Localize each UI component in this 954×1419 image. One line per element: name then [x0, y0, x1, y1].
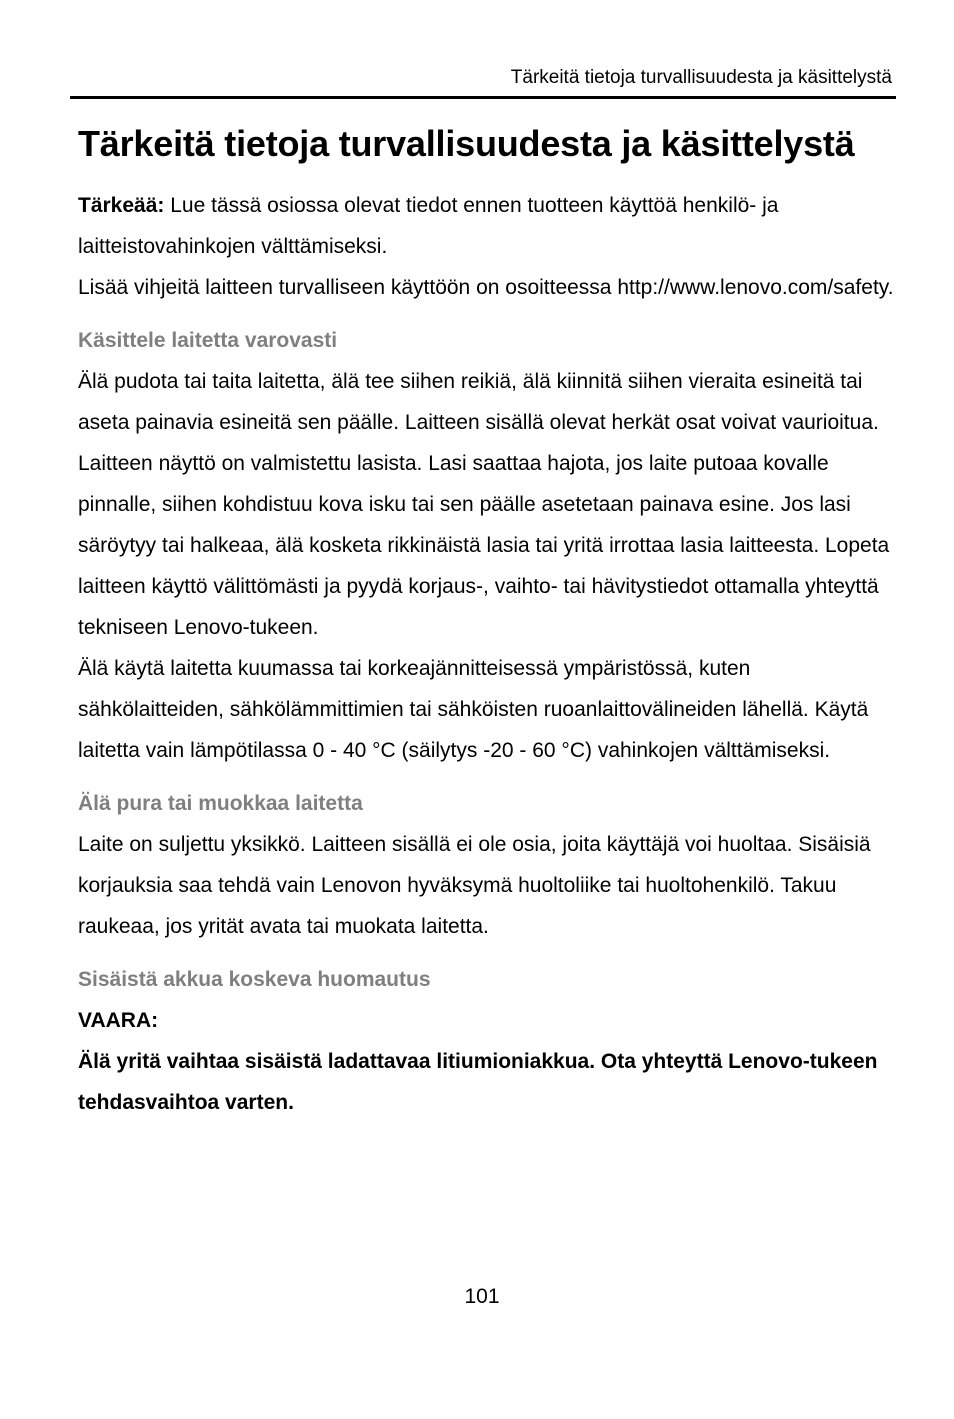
page-content	[78, 120, 896, 1123]
page-title: Tärkeitä tietoja turvallisuudesta ja käsittelystä	[78, 123, 855, 164]
page-number: 101	[464, 1285, 500, 1308]
section-heading-do-not-disassemble: Älä pura tai muokkaa laitetta	[78, 792, 363, 815]
warning-label: VAARA:	[78, 1009, 159, 1032]
important-label: Tärkeää:	[78, 194, 165, 217]
section-heading-handle-carefully: Käsittele laitetta varovasti	[78, 329, 338, 352]
important-text: Lue tässä osiossa olevat tiedot ennen tuotteen käyttöä henkilö- ja laitteistovahinkojen välttämiseksi.	[78, 194, 779, 258]
safety-tips-text: Lisää vihjeitä laitteen turvalliseen käyttöön on osoitteessa http://www.lenovo.com/safety.	[78, 276, 894, 299]
important-notice	[78, 185, 896, 267]
header-divider	[70, 96, 896, 99]
paragraph: Älä pudota tai taita laitetta, älä tee siihen reikiä, älä kiinnitä siihen vieraita esineitä tai aseta painavia esineitä sen päälle. Laitteen sisällä olevat herkät osat voivat vaurioitua.	[78, 370, 879, 434]
paragraph: Laite on suljettu yksikkö. Laitteen sisällä ei ole osia, joita käyttäjä voi huoltaa. Sisäisiä korjauksia saa tehdä vain Lenovon hyväksymä huoltoliike tai huoltohenkilö. Takuu raukeaa, jos yrität avata tai muokata laitetta.	[78, 833, 871, 938]
running-header: Tärkeitä tietoja turvallisuudesta ja käsittelystä	[510, 67, 892, 88]
section-heading-internal-battery: Sisäistä akkua koskeva huomautus	[78, 968, 431, 991]
warning-text: Älä yritä vaihtaa sisäistä ladattavaa litiumioniakkua. Ota yhteyttä Lenovo-tukeen tehdasvaihtoa varten.	[78, 1050, 878, 1114]
paragraph: Älä käytä laitetta kuumassa tai korkeajännitteisessä ympäristössä, kuten sähkölaitteiden, sähkölämmittimien tai sähköisten ruoanlaittovälineiden lähellä. Käytä laitetta vain lämpötilassa 0 - 40 °C (säilytys -20 - 60 °C) vahinkojen välttämiseksi.	[78, 657, 869, 762]
paragraph: Laitteen näyttö on valmistettu lasista. Lasi saattaa hajota, jos laite putoaa kovalle pinnalle, siihen kohdistuu kova isku tai sen päälle asetetaan painava esine. Jos lasi säröytyy tai halkeaa, älä kosketa rikkinäistä lasia tai yritä irrottaa lasia laitteesta. Lopeta laitteen käyttö välittömästi ja pyydä korjaus-, vaihto- tai hävitystiedot ottamalla yhteyttä tekniseen Lenovo-tukeen.	[78, 452, 890, 639]
